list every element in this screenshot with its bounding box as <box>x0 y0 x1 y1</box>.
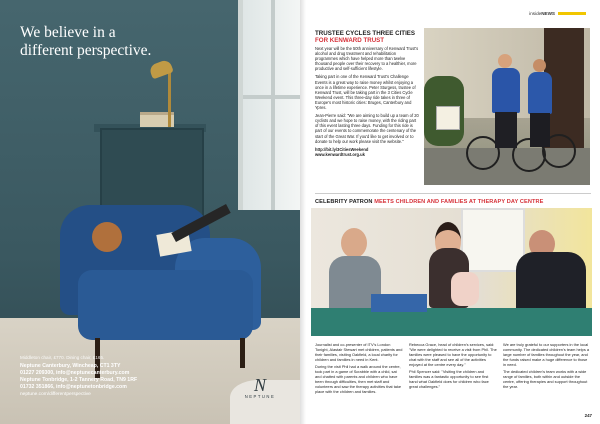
advert-store-details <box>20 355 220 398</box>
article2-paragraph: Rebecca Grace, head of children's services, said: "We were delighted to receive a visit from Phil. The families were pleased to have the opportunity to chat with the staff and see all of the activities enjoyed at the centre every day." <box>409 342 497 367</box>
child-figure <box>451 272 479 306</box>
logo-mark: N <box>253 375 266 395</box>
advert-photo-window <box>238 0 300 210</box>
page-number: 247 <box>584 413 592 418</box>
article1-headline-black: TRUSTEE CYCLES THREE CITIES <box>315 30 416 37</box>
article1-headline-red: FOR KENWARD TRUST <box>315 37 385 45</box>
cyclist-legs <box>530 113 550 147</box>
cyclist-jersey <box>528 72 552 114</box>
charity-sign <box>436 106 460 130</box>
article2-headline-black: CELEBRITY PATRON <box>315 199 373 205</box>
article1-website[interactable]: www.kenwardtrust.org.uk <box>315 151 365 157</box>
article2-column-1 <box>315 343 403 397</box>
advert-website: neptune.com/differentperspective <box>20 392 91 397</box>
page-gutter-shadow <box>300 0 306 424</box>
store-address: Neptune Tonbridge, 1-2 Tannery Road, TN9 1RF <box>20 377 138 383</box>
article1-paragraph: Taking part in one of the Kenward Trust's Challenge Events is a great way to raise money whilst enjoying a once in a lifetime experience. Peter Sturgess, trustee of Kenward Trust, will be taking part in the 3 Cities Cycle Weekend event. This three-day ride takes in three of Europe's most historic cities: Bruges, Canterbury and Ypres. <box>315 74 416 111</box>
article2-paragraph: The dedicated children's team works with a wide range of families, both within and outside the centre, offering therapies and support throughout the year. <box>503 369 588 389</box>
lamp-stand <box>168 72 171 127</box>
activity-table <box>311 308 592 336</box>
store-contact: 01227 209300, info@neptunecanterbury.com <box>20 370 130 376</box>
store-address: Neptune Canterbury, Wincheap, CT1 3TY <box>20 363 121 369</box>
neptune-logo <box>240 376 280 399</box>
cyclist-head <box>498 54 512 68</box>
child-figure <box>92 222 122 252</box>
article1-paragraph: Jean-Pierre said: "We are aiming to build up a team of 20 cyclists and we hope to raise money, with the riding part of this event lasting three days. Funding for this ride is part of our events to commemorate the centenary of the start of the Great War. If you'd like to get involved or to donate to help our work please visit the website." <box>315 113 419 144</box>
article2-headline-red: MEETS CHILDREN AND FAMILIES AT THERAPY DAY CENTRE <box>374 199 544 205</box>
article1-body <box>315 46 419 157</box>
article2-paragraph: We are truly grateful to our supporters in the local community. The dedicated children's team helps a large number of families throughout the year, and the funds raised make a huge difference to those in need. <box>503 342 590 367</box>
cyclists-photo <box>424 28 590 185</box>
running-head-prefix: inside <box>529 11 542 16</box>
running-head <box>529 11 586 16</box>
article2-column-2 <box>409 343 497 392</box>
logo-wordmark: NEPTUNE <box>244 394 276 399</box>
article1-paragraph: Next year will be the 50th anniversary of Kenward Trust's alcohol and drug treatment and rehabilitation programmes which have helped more than twelve thousand people over their recovery to a healthier, more productive and self-sufficient lifestyle. <box>315 46 419 72</box>
tagline-line-2: different perspective. <box>20 42 152 59</box>
running-head-accent-bar <box>558 12 586 15</box>
section-divider <box>315 193 591 194</box>
article2-paragraph: Journalist and co-presenter of ITV's London Tonight, Alastair Stewart met children, patients and their families, visiting Oakfield, a local charity for children and families in need in Kent. <box>315 342 403 362</box>
armchair-seat <box>78 270 253 340</box>
tagline-line-1: We believe in a <box>20 24 116 41</box>
article2-headline <box>315 199 595 205</box>
advert-tagline <box>20 24 200 60</box>
room-window <box>461 208 525 272</box>
game-box <box>371 294 427 312</box>
photo-credit: Middleton chair, £770. Dining chair, £165. <box>20 355 105 360</box>
article2-paragraph: During the visit Phil had a walk around the centre, took part in a game of Scrabble with a child, sat and chatted with parents and children who have been through difficulties, then met staff and volunteers and saw the therapy activities that take place with the children and families. <box>315 364 402 394</box>
article1-headline <box>315 30 425 45</box>
cyclist-legs <box>495 112 517 148</box>
therapy-centre-photo <box>311 208 592 336</box>
article2-column-3 <box>503 343 591 392</box>
person-head <box>341 228 367 258</box>
armchair-leg <box>240 338 245 368</box>
running-head-section: NEWS <box>541 11 555 16</box>
cyclist-head <box>533 59 546 72</box>
article2-paragraph: Phil Spencer said: "Visiting the children and families was a fantastic opportunity to see first hand what Oakfield does for children who face great challenges." <box>409 369 489 389</box>
store-contact: 01732 351866, info@neptunetonbridge.com <box>20 384 127 390</box>
cyclist-jersey <box>492 68 520 113</box>
article1-link[interactable]: http://bit.ly/3CitiesWeekend <box>315 146 369 152</box>
